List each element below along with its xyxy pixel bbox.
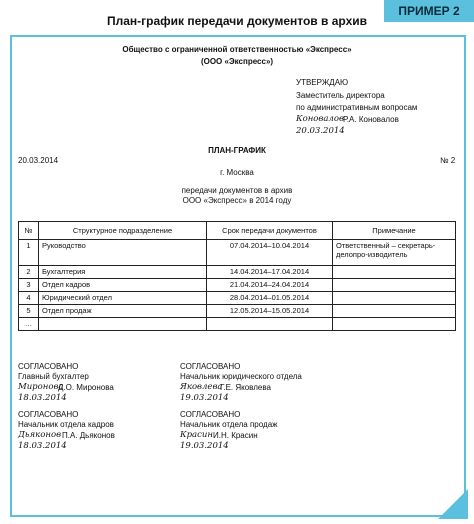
row-period: 12.05.2014–15.05.2014 — [207, 305, 333, 318]
approval-title: СОГЛАСОВАНО — [18, 410, 79, 419]
table-row — [19, 240, 456, 266]
doc-city: г. Москва — [220, 168, 254, 177]
doc-number: № 2 — [440, 156, 456, 165]
approval-date: 18.03.2014 — [18, 393, 67, 403]
row-number: 4 — [19, 292, 39, 305]
row-note — [333, 266, 456, 279]
doc-date: 20.03.2014 — [18, 156, 59, 165]
approve-date: 20.03.2014 — [296, 126, 345, 136]
page-corner-decoration — [438, 489, 468, 519]
row-number: 2 — [19, 266, 39, 279]
doc-subject-1: передачи документов в архив — [181, 186, 293, 195]
approval-signature: Дьяконов — [18, 430, 62, 440]
row-department: Юридический отдел — [39, 292, 207, 305]
row-department: Руководство — [39, 240, 207, 266]
approval-signature: Красин — [180, 430, 213, 440]
col-header-number: № — [19, 222, 39, 240]
row-number: 5 — [19, 305, 39, 318]
row-period: 21.04.2014–24.04.2014 — [207, 279, 333, 292]
row-department — [39, 318, 207, 331]
row-department: Бухгалтерия — [39, 266, 207, 279]
approval-name: И.Н. Красин — [213, 431, 258, 440]
col-header-note: Примечание — [333, 222, 456, 240]
approve-signature: Коновалов — [296, 114, 344, 124]
row-note — [333, 318, 456, 331]
approval-signature: Миронова — [18, 382, 64, 392]
table-row — [19, 266, 456, 279]
example-badge: ПРИМЕР 2 — [384, 0, 474, 22]
table-row — [19, 279, 456, 292]
col-header-period: Срок передачи документов — [207, 222, 333, 240]
col-header-department: Структурное подразделение — [39, 222, 207, 240]
row-number: 1 — [19, 240, 39, 266]
approve-position-1: Заместитель директора — [296, 91, 385, 100]
row-note — [333, 292, 456, 305]
org-short-name: (ООО «Экспресс») — [200, 57, 274, 66]
page-header-title: План-график передачи документов в архив — [107, 14, 367, 28]
row-period: 14.04.2014–17.04.2014 — [207, 266, 333, 279]
table-row — [19, 292, 456, 305]
row-note: Ответственный – секретарь-делопро-изводитель — [333, 240, 456, 266]
approval-name: Г.Е. Яковлева — [220, 383, 271, 392]
approval-date: 18.03.2014 — [18, 441, 67, 451]
schedule-table — [18, 221, 456, 331]
approve-position-2: по административным вопросам — [296, 103, 418, 112]
row-number: 3 — [19, 279, 39, 292]
row-period: 28.04.2014–01.05.2014 — [207, 292, 333, 305]
approval-name: Д.О. Миронова — [58, 383, 114, 392]
approval-position: Начальник отдела продаж — [180, 420, 278, 429]
approval-title: СОГЛАСОВАНО — [180, 410, 241, 419]
approve-name: Р.А. Коновалов — [343, 115, 399, 124]
approval-name: П.А. Дьяконов — [62, 431, 115, 440]
approval-title: СОГЛАСОВАНО — [18, 362, 79, 371]
row-number: … — [19, 318, 39, 331]
approve-title: УТВЕРЖДАЮ — [296, 78, 349, 87]
doc-subject-2: ООО «Экспресс» в 2014 году — [182, 196, 292, 205]
row-period — [207, 318, 333, 331]
doc-title: ПЛАН-ГРАФИК — [208, 146, 266, 155]
table-row — [19, 318, 456, 331]
approval-signature: Яковлева — [180, 382, 223, 392]
approval-title: СОГЛАСОВАНО — [180, 362, 241, 371]
approval-date: 19.03.2014 — [180, 441, 229, 451]
row-note — [333, 305, 456, 318]
table-row — [19, 305, 456, 318]
table-header-row — [19, 222, 456, 240]
approval-position: Начальник юридического отдела — [180, 372, 302, 381]
org-name: Общество с ограниченной ответственностью «Экспресс» — [122, 45, 352, 54]
approval-date: 19.03.2014 — [180, 393, 229, 403]
approval-position: Начальник отдела кадров — [18, 420, 114, 429]
row-note — [333, 279, 456, 292]
row-period: 07.04.2014–10.04.2014 — [207, 240, 333, 266]
row-department: Отдел кадров — [39, 279, 207, 292]
approval-position: Главный бухгалтер — [18, 372, 89, 381]
row-department: Отдел продаж — [39, 305, 207, 318]
